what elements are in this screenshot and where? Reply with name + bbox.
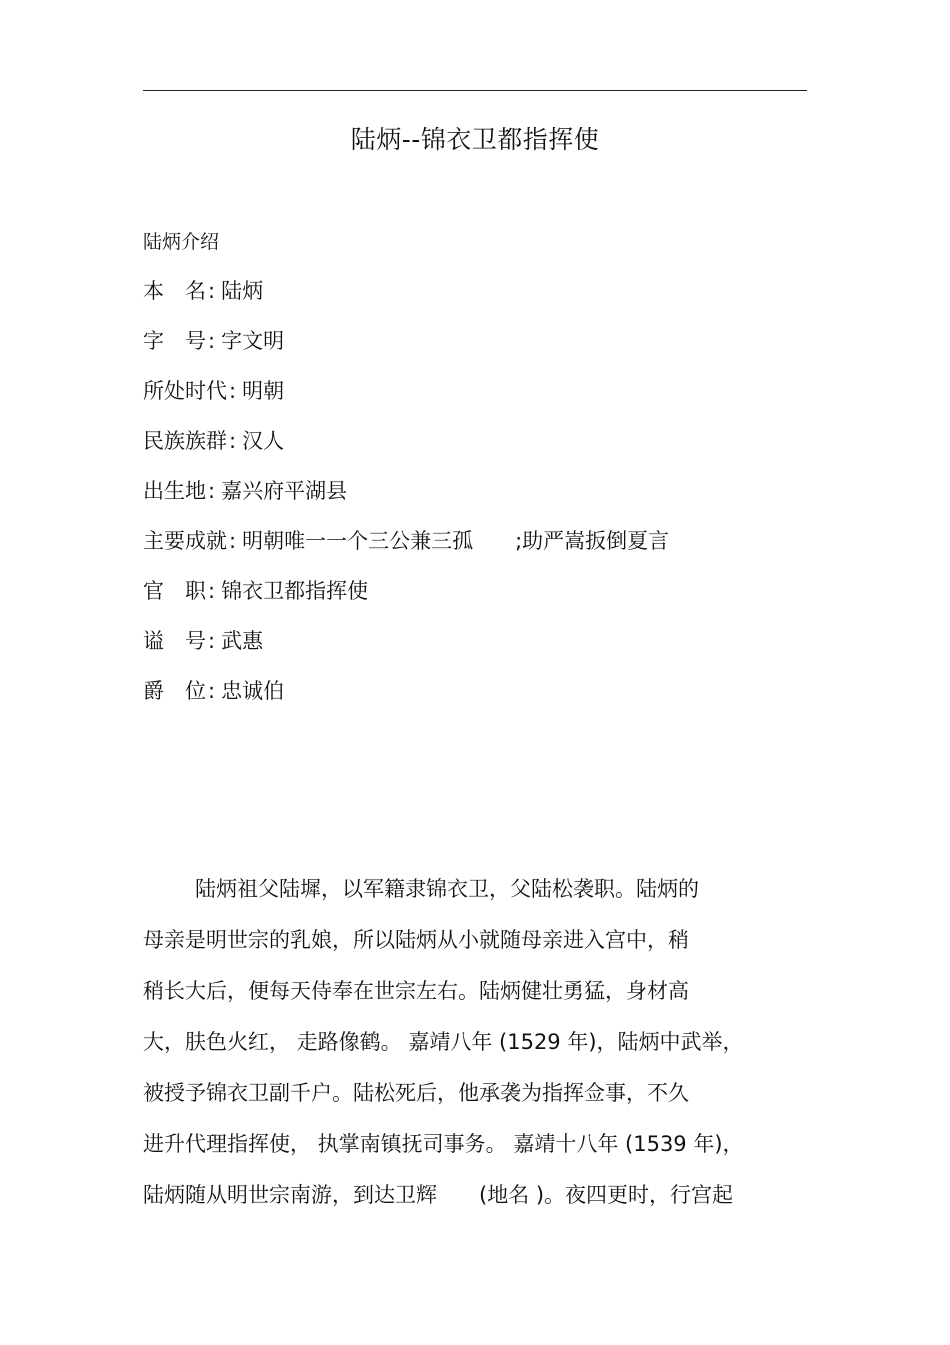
info-label: 官 职: [143, 579, 206, 603]
info-row-achievements: [143, 526, 669, 576]
info-separator: :: [208, 679, 216, 703]
info-value: 明朝唯一一个三公兼三孤 ;助严嵩扳倒夏言: [242, 529, 670, 553]
info-row-birthplace: [143, 476, 669, 526]
body-line: 进升代理指挥使， 执掌南镇抚司事务。 嘉靖十八年 (1539 年)，: [143, 1132, 744, 1156]
info-label: 出生地: [143, 479, 206, 503]
info-row-era: [143, 376, 669, 426]
body-line: 大，肤色火红， 走路像鹤。 嘉靖八年 (1529 年)，陆炳中武举，: [143, 1030, 744, 1054]
info-value: 明朝: [242, 379, 285, 403]
body-line: 稍长大后，便每天侍奉在世宗左右。陆炳健壮勇猛，身材高: [143, 979, 689, 1003]
info-value: 字文明: [221, 329, 285, 353]
info-label: 本 名: [143, 279, 206, 303]
info-row-ethnicity: [143, 426, 669, 476]
info-separator: :: [208, 479, 216, 503]
info-label: 谥 号: [143, 629, 206, 653]
body-line: 母亲是明世宗的乳娘，所以陆炳从小就随母亲进入宫中，稍: [143, 928, 689, 952]
info-value: 锦衣卫都指挥使: [221, 579, 369, 603]
body-line: 陆炳祖父陆墀，以军籍隶锦衣卫，父陆松袭职。陆炳的: [195, 877, 699, 901]
header-rule: [143, 90, 807, 91]
info-separator: :: [229, 529, 237, 553]
body-line: 被授予锦衣卫副千户。陆松死后，他承袭为指挥佥事，不久: [143, 1081, 689, 1105]
info-row-courtesy-name: [143, 326, 669, 376]
info-row-office: [143, 576, 669, 626]
page-title: 陆炳--锦衣卫都指挥使: [350, 125, 600, 154]
info-value: 嘉兴府平湖县: [221, 479, 348, 503]
info-label: 爵 位: [143, 679, 206, 703]
info-list: [143, 276, 669, 726]
info-label: 所处时代: [143, 379, 227, 403]
info-row-title: [143, 676, 669, 726]
info-value: 汉人: [242, 429, 285, 453]
info-separator: :: [208, 629, 216, 653]
info-row-name: [143, 276, 669, 326]
info-label: 民族族群: [143, 429, 227, 453]
section-heading: 陆炳介绍: [143, 231, 220, 253]
body-paragraph: [143, 874, 803, 1231]
info-separator: :: [208, 329, 216, 353]
info-row-posthumous-name: [143, 626, 669, 676]
info-value: 陆炳: [221, 279, 264, 303]
info-value: 武惠: [221, 629, 264, 653]
info-value: 忠诚伯: [221, 679, 285, 703]
info-separator: :: [208, 579, 216, 603]
info-separator: :: [229, 379, 237, 403]
body-line: 陆炳随从明世宗南游，到达卫辉 (地名 )。夜四更时，行宫起: [143, 1183, 734, 1207]
info-separator: :: [229, 429, 237, 453]
info-label: 字 号: [143, 329, 206, 353]
info-label: 主要成就: [143, 529, 227, 553]
info-separator: :: [208, 279, 216, 303]
